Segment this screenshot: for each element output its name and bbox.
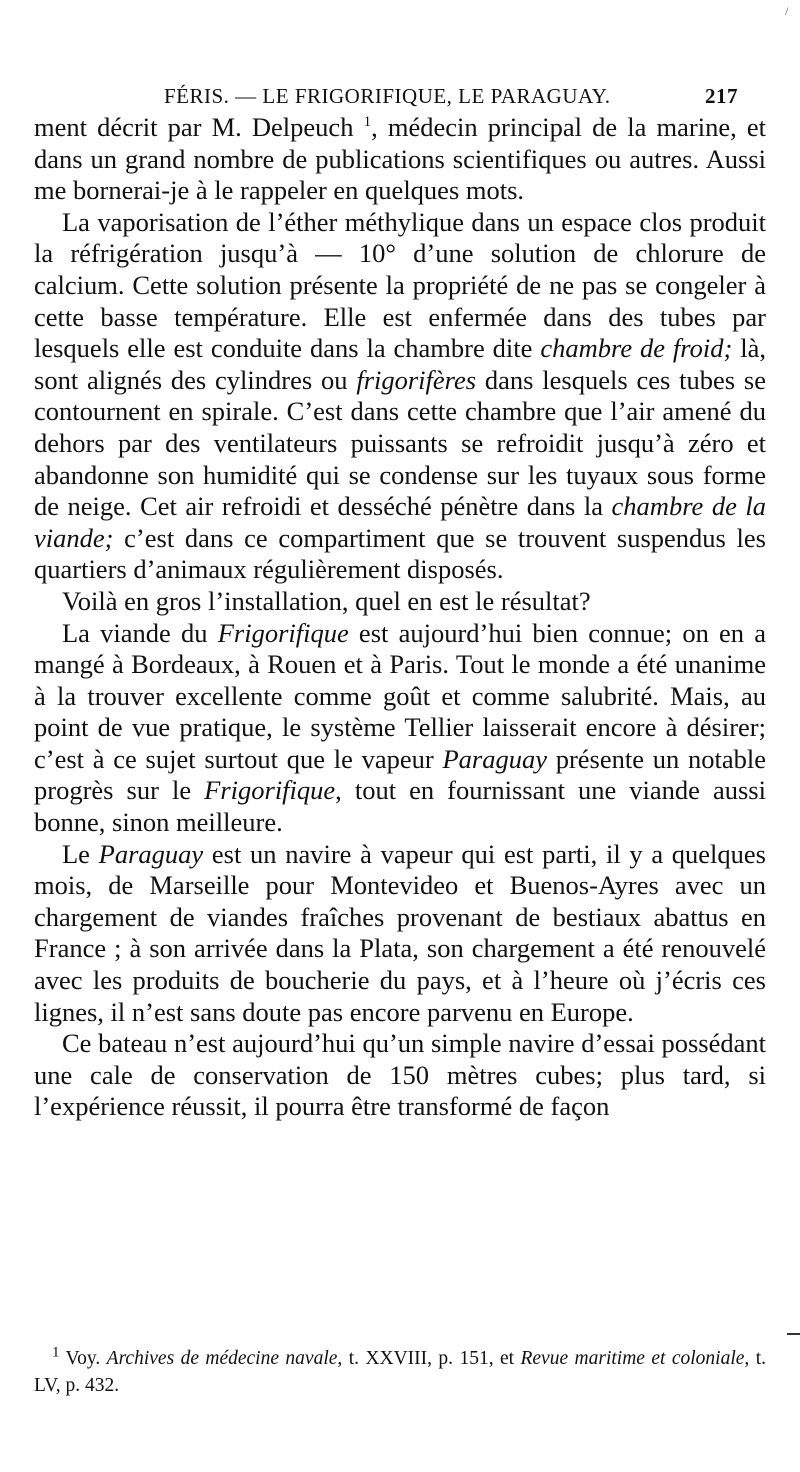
text-run: est un navire à vapeur qui est parti, il y a quelques mois, de Marseille pour Montevideo et Buenos-Ayres avec un chargement de viandes fraîches provenant de bestiaux abattus en France ; à son arrivée dans la Plata, son chargement a été renouvelé avec les produits de boucherie du pays, et à l’heure où j’écris ces lignes, il n’est sans doute pas encore parvenu en Europe.: [34, 838, 766, 1027]
footnote-reference: 1: [52, 1344, 60, 1361]
italic-text: chambre de la viande;: [34, 491, 766, 553]
italic-text: Frigorifique: [204, 775, 336, 806]
italic-text: frigorifères: [356, 364, 477, 395]
text-run: Le: [62, 838, 99, 869]
text-run: dans lesquels ces tubes se contournent en spirale. C’est dans cette chambre que l’air amené du dehors par des ventilateurs puissants se refroidit jusqu’à zéro et abandonne son humidité qui se condense sur les tuyaux sous forme de neige. Cet air refroidi et desséché pénètre dans la: [34, 364, 766, 522]
paragraph: [34, 1028, 766, 1123]
text-run: présente un notable progrès sur le: [34, 743, 766, 806]
text-run: là, sont alignés des cylindres ou: [34, 333, 766, 395]
text-run: , médecin principal de la marine, et dans un grand nombre de publications scientifiques ou autres. Aussi me bornerai-je à le rappeler en quelques mots.: [34, 112, 766, 206]
paragraph: [34, 112, 766, 207]
text-run: ment décrit par M. Delpeuch: [34, 112, 364, 142]
italic-text: Paraguay: [98, 838, 204, 869]
italic-text: Revue maritime et coloniale: [520, 1348, 745, 1369]
text-run: Ce bateau n’est aujourd’hui qu’un simple navire d’essai possédant une cale de conservation de 150 mètres cubes; plus tard, si l’expérience réussit, il pourra être transformé de façon: [34, 1028, 766, 1122]
footnote: [34, 1345, 766, 1399]
text-run: Voilà en gros l’installation, quel en est le résultat?: [62, 585, 591, 616]
paragraph: [34, 839, 766, 1029]
italic-text: Frigorifique: [217, 617, 349, 648]
text-run: c’est dans ce compartiment que se trouvent suspendus les quartiers d’animaux régulièrement disposés.: [34, 522, 766, 585]
footnote-reference: 1: [363, 114, 372, 131]
text-run: , t. XXVIII, p. 151, et: [337, 1348, 521, 1369]
running-title: FÉRIS. — LE FRIGORIFIQUE, LE PARAGUAY.: [164, 84, 611, 108]
italic-text: Paraguay: [442, 743, 547, 774]
footnotes: [34, 1345, 766, 1399]
corner-mark: /: [785, 4, 789, 18]
running-header: [36, 84, 738, 110]
text-run: , tout en fournissant une viande aussi bonne, sinon meilleure.: [34, 775, 766, 838]
page-number: 217: [705, 84, 738, 108]
text-run: Voy.: [59, 1348, 107, 1369]
text-run: , t. LV, p. 432.: [34, 1348, 766, 1396]
paragraph: [34, 586, 766, 618]
paragraph: [34, 618, 766, 839]
margin-mark: [787, 1333, 800, 1335]
italic-text: Archives de médecine navale: [106, 1348, 338, 1369]
text-run: La vaporisation de l’éther méthylique dans un espace clos produit la réfrigération jusqu’à — 10° d’une solution de chlorure de calcium. Cette solution présente la propriété de ne pas se congeler à cette basse température. Elle est enfermée dans des tubes par lesquels elle est conduite dans la chambre dite: [34, 206, 766, 364]
body-text: [34, 112, 766, 1123]
text-run: est aujourd’hui bien connue; on en a mangé à Bordeaux, à Rouen et à Paris. Tout le monde a été unanime à la trouver excellente comme goût et comme salubrité. Mais, au point de vue pratique, le système Tellier laisserait encore à désirer; c’est à ce sujet surtout que le vapeur: [34, 617, 767, 774]
paragraph: [34, 207, 766, 586]
italic-text: chambre de froid;: [540, 333, 733, 364]
text-run: La viande du: [62, 617, 218, 648]
